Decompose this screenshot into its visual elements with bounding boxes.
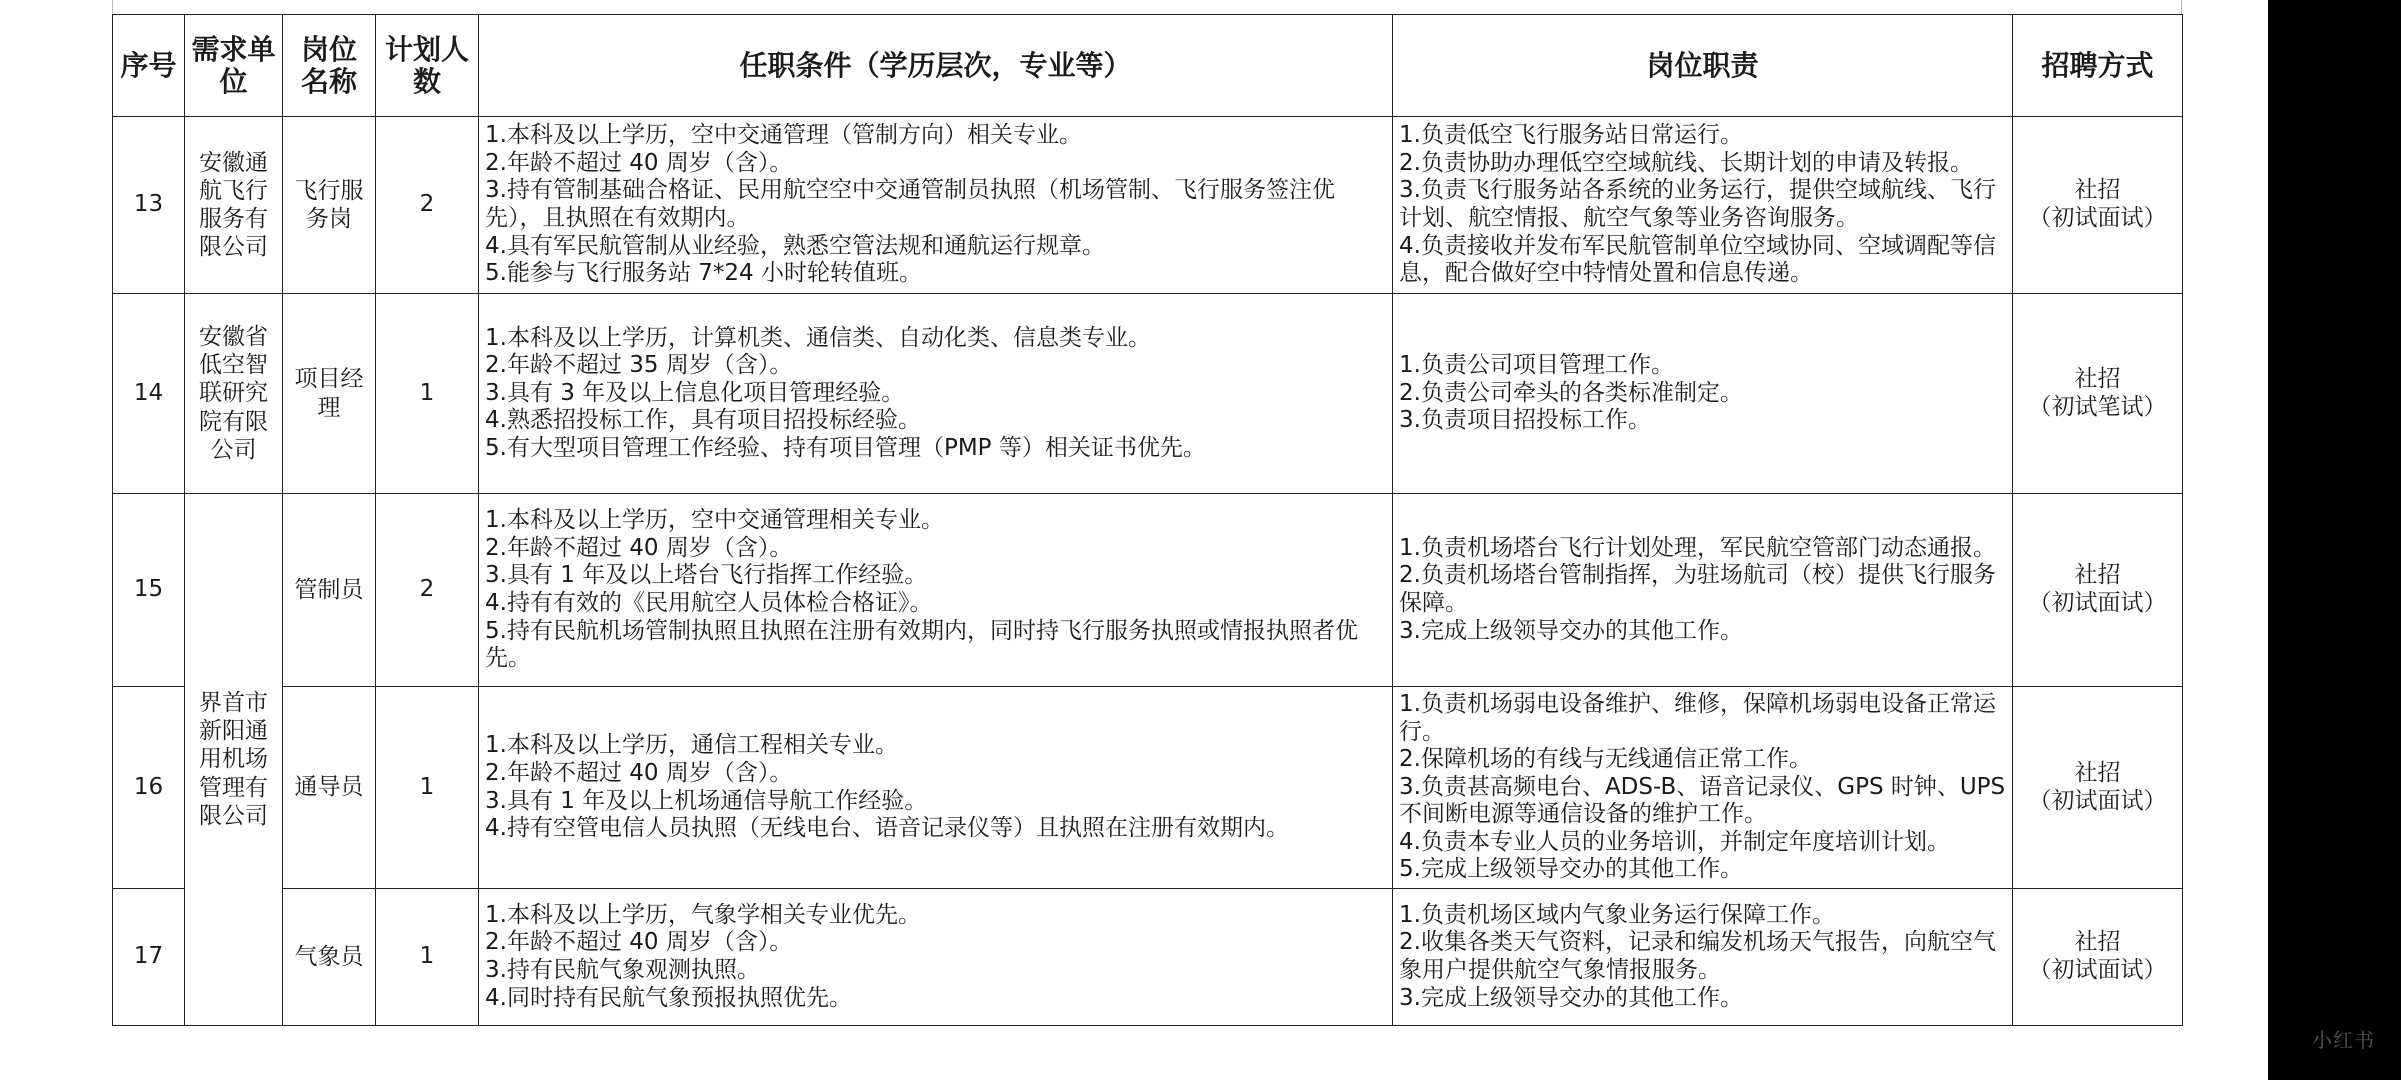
requirement-line: 2.年龄不超过 40 周岁（含）。: [485, 929, 793, 956]
row-position: 管制员: [283, 494, 376, 687]
requirement-line: 4.持有有效的《民用航空人员体检合格证》。: [485, 590, 933, 616]
requirement-line: 1.本科及以上学历，空中交通管理相关专业。: [485, 507, 944, 534]
duty-line: 1.负责机场弱电设备维护、维修，保障机场弱电设备正常运行。: [1399, 690, 1996, 745]
requirement-line: 5.有大型项目管理工作经验、持有项目管理（PMP 等）相关证书优先。: [485, 434, 1206, 461]
duty-line: 2.负责公司牵头的各类标准制定。: [1399, 379, 1743, 406]
duty-line: 1.负责低空飞行服务站日常运行。: [1399, 122, 1743, 149]
method-type: 社招: [2074, 759, 2121, 786]
requirement-line: 3.具有 3 年及以上信息化项目管理经验。: [485, 379, 905, 406]
row-seq: 14: [113, 294, 185, 494]
dark-side-panel: [2268, 0, 2401, 1080]
requirement-line: 2.年龄不超过 40 周岁（含）。: [485, 149, 793, 176]
row-duties: [1393, 494, 2013, 687]
requirement-line: 1.本科及以上学历，空中交通管理（管制方向）相关专业。: [485, 122, 1082, 149]
row-method: [2013, 117, 2183, 294]
header-duties: 岗位职责: [1393, 15, 2013, 117]
table-header-row: [113, 15, 2183, 117]
row-requirements: [479, 687, 1393, 889]
requirement-line: 1.本科及以上学历，计算机类、通信类、自动化类、信息类专业。: [485, 324, 1151, 351]
row-requirements: [479, 889, 1393, 1026]
row-seq: 13: [113, 117, 185, 294]
row-duties: [1393, 687, 2013, 889]
duty-line: 3.完成上级领导交办的其他工作。: [1399, 984, 1743, 1011]
row-method: [2013, 494, 2183, 687]
row-duties: [1393, 117, 2013, 294]
header-position: 岗位名称: [283, 15, 376, 117]
requirement-line: 4.同时持有民航气象预报执照优先。: [485, 984, 852, 1011]
requirement-line: 4.持有空管电信人员执照（无线电台、语音记录仪等）且执照在注册有效期内。: [485, 815, 1289, 842]
row-duties: [1393, 889, 2013, 1026]
duty-line: 1.负责公司项目管理工作。: [1399, 352, 1674, 379]
requirement-line: 5.持有民航机场管制执照且执照在注册有效期内，同时持飞行服务执照或情报执照者优先。: [485, 617, 1358, 672]
header-method: 招聘方式: [2013, 15, 2183, 117]
method-type: 社招: [2074, 177, 2121, 204]
row-method: [2013, 889, 2183, 1026]
requirement-line: 4.具有军民航管制从业经验，熟悉空管法规和通航运行规章。: [485, 232, 1105, 259]
row-seq: 16: [113, 687, 185, 889]
method-type: 社招: [2074, 562, 2121, 589]
duty-line: 3.负责甚高频电台、ADS-B、语音记录仪、GPS 时钟、UPS 不间断电源等通信设备的维护工作。: [1399, 773, 2006, 828]
row-count: 1: [376, 889, 479, 1026]
row-count: 1: [376, 687, 479, 889]
recruitment-table: [112, 14, 2183, 1026]
row-seq: 17: [113, 889, 185, 1026]
row-unit: 安徽省低空智联研究院有限公司: [185, 294, 283, 494]
table-row: [113, 889, 2183, 1026]
duty-line: 1.负责机场塔台飞行计划处理，军民航空管部门动态通报。: [1399, 534, 1996, 561]
method-detail: （初试面试）: [2028, 590, 2167, 616]
duty-line: 3.负责飞行服务站各系统的业务运行，提供空域航线、飞行计划、航空情报、航空气象等业务咨询服务。: [1399, 177, 1996, 231]
row-position: 气象员: [283, 889, 376, 1026]
duty-line: 2.负责机场塔台管制指挥，为驻场航司（校）提供飞行服务保障。: [1399, 562, 1996, 616]
method-detail: （初试面试）: [2028, 957, 2167, 983]
requirement-line: 3.持有民航气象观测执照。: [485, 957, 760, 983]
row-count: 1: [376, 294, 479, 494]
row-requirements: [479, 117, 1393, 294]
duty-line: 3.负责项目招投标工作。: [1399, 407, 1651, 434]
method-type: 社招: [2074, 929, 2121, 956]
table-row: [113, 294, 2183, 494]
table-row: [113, 117, 2183, 294]
watermark-logo: 小红书: [2312, 1028, 2375, 1052]
row-requirements: [479, 494, 1393, 687]
row-method: [2013, 687, 2183, 889]
duty-line: 3.完成上级领导交办的其他工作。: [1399, 617, 1743, 644]
method-detail: （初试面试）: [2028, 205, 2167, 231]
method-detail: （初试面试）: [2028, 787, 2167, 814]
row-seq: 15: [113, 494, 185, 687]
table-row: [113, 494, 2183, 687]
duty-line: 4.负责本专业人员的业务培训，并制定年度培训计划。: [1399, 828, 1950, 855]
row-count: 2: [376, 494, 479, 687]
row-unit: 安徽通航飞行服务有限公司: [185, 117, 283, 294]
requirement-line: 3.持有管制基础合格证、民用航空空中交通管制员执照（机场管制、飞行服务签注优先），且执照在有效期内。: [485, 177, 1335, 231]
duty-line: 2.负责协助办理低空空域航线、长期计划的申请及转报。: [1399, 149, 1973, 176]
header-unit: 需求单位: [185, 15, 283, 117]
row-unit-merged: 界首市新阳通用机场管理有限公司: [185, 494, 283, 1026]
row-position: 通导员: [283, 687, 376, 889]
duty-line: 5.完成上级领导交办的其他工作。: [1399, 856, 1743, 883]
duty-line: 2.保障机场的有线与无线通信正常工作。: [1399, 746, 1812, 773]
duty-line: 2.收集各类天气资料，记录和编发机场天气报告，向航空气象用户提供航空气象情报服务。: [1399, 929, 1996, 983]
requirement-line: 5.能参与飞行服务站 7*24 小时轮转值班。: [485, 260, 922, 287]
duty-line: 1.负责机场区域内气象业务运行保障工作。: [1399, 901, 1835, 928]
requirement-line: 1.本科及以上学历，气象学相关专业优先。: [485, 901, 921, 928]
requirement-line: 2.年龄不超过 40 周岁（含）。: [485, 759, 793, 786]
row-position: 飞行服务岗: [283, 117, 376, 294]
row-requirements: [479, 294, 1393, 494]
table-row: [113, 687, 2183, 889]
header-count: 计划人数: [376, 15, 479, 117]
requirement-line: 1.本科及以上学历，通信工程相关专业。: [485, 732, 898, 759]
row-count: 2: [376, 117, 479, 294]
requirement-line: 3.具有 1 年及以上机场通信导航工作经验。: [485, 787, 928, 814]
requirement-line: 2.年龄不超过 40 周岁（含）。: [485, 534, 793, 561]
duty-line: 4.负责接收并发布军民航管制单位空域协同、空域调配等信息，配合做好空中特情处置和信息传递。: [1399, 232, 1996, 287]
page-top-edge: [112, 0, 2182, 14]
requirement-line: 4.熟悉招投标工作，具有项目招投标经验。: [485, 407, 921, 434]
method-detail: （初试笔试）: [2028, 393, 2167, 420]
row-position: 项目经理: [283, 294, 376, 494]
requirement-line: 2.年龄不超过 35 周岁（含）。: [485, 352, 793, 379]
row-duties: [1393, 294, 2013, 494]
header-requirements: 任职条件（学历层次，专业等）: [479, 15, 1393, 117]
row-method: [2013, 294, 2183, 494]
method-type: 社招: [2074, 365, 2121, 392]
header-seq: 序号: [113, 15, 185, 117]
requirement-line: 3.具有 1 年及以上塔台飞行指挥工作经验。: [485, 562, 928, 589]
